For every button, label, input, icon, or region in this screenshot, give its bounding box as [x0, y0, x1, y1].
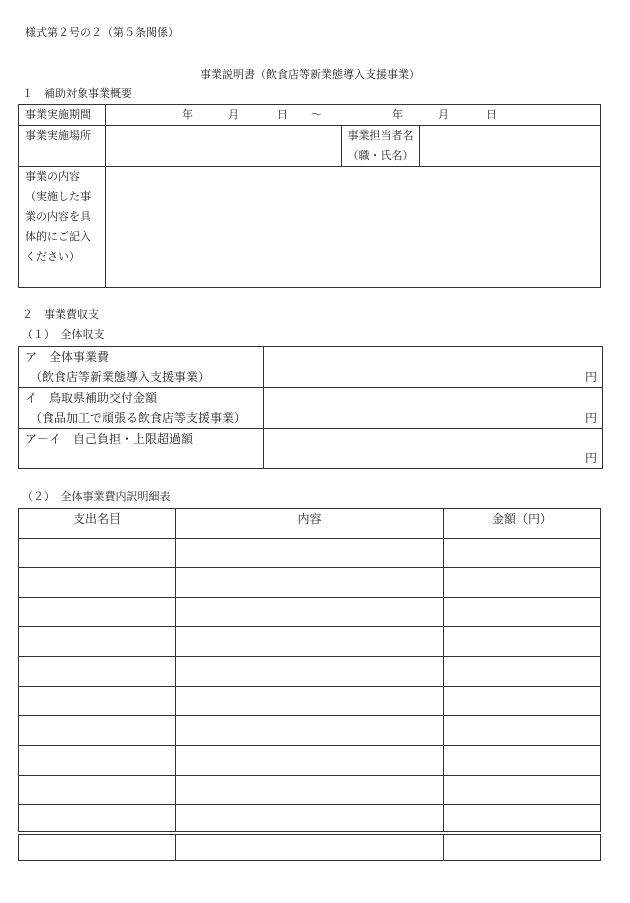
- content-label-line: 体的にご記入: [25, 230, 91, 243]
- expense-item-cell: [19, 716, 176, 746]
- period-value-cell: [106, 105, 601, 126]
- expense-breakdown-table: [18, 508, 601, 861]
- expense-amount-cell: [444, 687, 601, 716]
- expense-item-cell: [19, 598, 176, 627]
- overall-balance-table: [18, 346, 603, 469]
- expense-item-cell: [19, 568, 176, 598]
- breakdown-row: [19, 657, 601, 687]
- location-label: 事業実施場所: [19, 126, 106, 167]
- breakdown-heading: （２） 全体事業費内訳明細表: [22, 490, 171, 503]
- expense-content-cell: [176, 598, 444, 627]
- expense-amount-cell: [444, 716, 601, 746]
- period-row: [19, 105, 601, 126]
- expense-item-cell: [19, 657, 176, 687]
- end-month-unit: 月: [438, 108, 449, 121]
- expense-amount-cell: [444, 627, 601, 657]
- breakdown-row: [19, 568, 601, 598]
- breakdown-row: [19, 746, 601, 776]
- yen-unit: 円: [584, 451, 597, 465]
- content-label-line: 事業の内容: [25, 170, 80, 183]
- self-burden-amount-cell: [264, 429, 603, 469]
- expense-amount-cell: [444, 568, 601, 598]
- period-separator: ～: [311, 108, 322, 121]
- breakdown-total-row: [19, 833, 601, 861]
- period-label: 事業実施期間: [19, 105, 106, 126]
- start-day-unit: 日: [277, 108, 288, 121]
- content-label-cell: [19, 167, 106, 288]
- content-label-line: ください）: [25, 250, 80, 263]
- header-expense-amount: 金額（円）: [444, 509, 601, 539]
- yen-unit: 円: [584, 411, 597, 425]
- yen-unit: 円: [584, 370, 597, 384]
- header-expense-item: 支出名目: [19, 509, 176, 539]
- subsidy-amount-cell: [264, 388, 603, 429]
- expense-amount-cell: [444, 598, 601, 627]
- total-amount-cell: [444, 833, 601, 861]
- start-month-unit: 月: [228, 108, 239, 121]
- expense-item-cell: [19, 539, 176, 568]
- expense-item-cell: [19, 746, 176, 776]
- expense-content-cell: [176, 568, 444, 598]
- expense-content-cell: [176, 805, 444, 833]
- expense-content-cell: [176, 657, 444, 687]
- total-content-cell: [176, 833, 444, 861]
- total-cost-amount-cell: [264, 347, 603, 388]
- expense-content-cell: [176, 687, 444, 716]
- expense-content-cell: [176, 776, 444, 805]
- expense-item-cell: [19, 627, 176, 657]
- content-row: [19, 167, 601, 288]
- project-overview-table: [18, 104, 601, 288]
- overall-balance-heading: （１） 全体収支: [22, 328, 105, 341]
- end-year-unit: 年: [392, 108, 403, 121]
- document-title: 事業説明書（飲食店等新業態導入支援事業）: [200, 68, 420, 81]
- expense-amount-cell: [444, 805, 601, 833]
- content-label-line: （実施した事: [25, 190, 91, 203]
- breakdown-row: [19, 598, 601, 627]
- expense-amount-cell: [444, 657, 601, 687]
- self-burden-label: ア－イ 自己負担・上限超過額: [25, 432, 194, 446]
- expense-content-cell: [176, 716, 444, 746]
- total-cost-label-cell: [19, 347, 264, 388]
- subsidy-note: （食品加工で頑張る飲食店等支援事業）: [30, 411, 247, 425]
- breakdown-row: [19, 539, 601, 568]
- total-cost-row: [19, 347, 603, 388]
- subsidy-row: [19, 388, 603, 429]
- content-label-line: 業の内容を具: [25, 210, 91, 223]
- header-expense-content: 内容: [176, 509, 444, 539]
- expense-item-cell: [19, 687, 176, 716]
- expense-amount-cell: [444, 776, 601, 805]
- subsidy-label: イ 鳥取県補助交付金額: [25, 391, 158, 405]
- start-year-unit: 年: [182, 108, 193, 121]
- breakdown-header-row: [19, 509, 601, 539]
- expense-item-cell: [19, 805, 176, 833]
- self-burden-row: [19, 429, 603, 469]
- expense-content-cell: [176, 627, 444, 657]
- expense-item-cell: [19, 776, 176, 805]
- end-day-unit: 日: [486, 108, 497, 121]
- location-value-cell: [106, 126, 342, 167]
- breakdown-row: [19, 776, 601, 805]
- breakdown-row: [19, 687, 601, 716]
- person-label: 事業担当者名: [347, 129, 414, 142]
- self-burden-label-cell: [19, 429, 264, 469]
- total-cost-label: ア 全体事業費: [25, 350, 110, 364]
- period-date-fields: [106, 105, 600, 125]
- breakdown-row: [19, 627, 601, 657]
- total-item-cell: [19, 833, 176, 861]
- section-2-heading: ２ 事業費収支: [22, 308, 99, 321]
- total-cost-note: （飲食店等新業態導入支援事業）: [30, 370, 211, 384]
- expense-content-cell: [176, 539, 444, 568]
- expense-content-cell: [176, 746, 444, 776]
- section-1-heading: １ 補助対象事業概要: [22, 87, 132, 100]
- breakdown-row: [19, 805, 601, 833]
- expense-amount-cell: [444, 746, 601, 776]
- expense-amount-cell: [444, 539, 601, 568]
- person-label-cell: [342, 126, 420, 167]
- subsidy-label-cell: [19, 388, 264, 429]
- location-row: [19, 126, 601, 167]
- breakdown-row: [19, 716, 601, 746]
- form-number: 様式第２号の２（第５条関係）: [25, 26, 179, 39]
- person-value-cell: [420, 126, 601, 167]
- person-label-note: （職・氏名）: [347, 149, 414, 162]
- content-value-cell: [106, 167, 601, 288]
